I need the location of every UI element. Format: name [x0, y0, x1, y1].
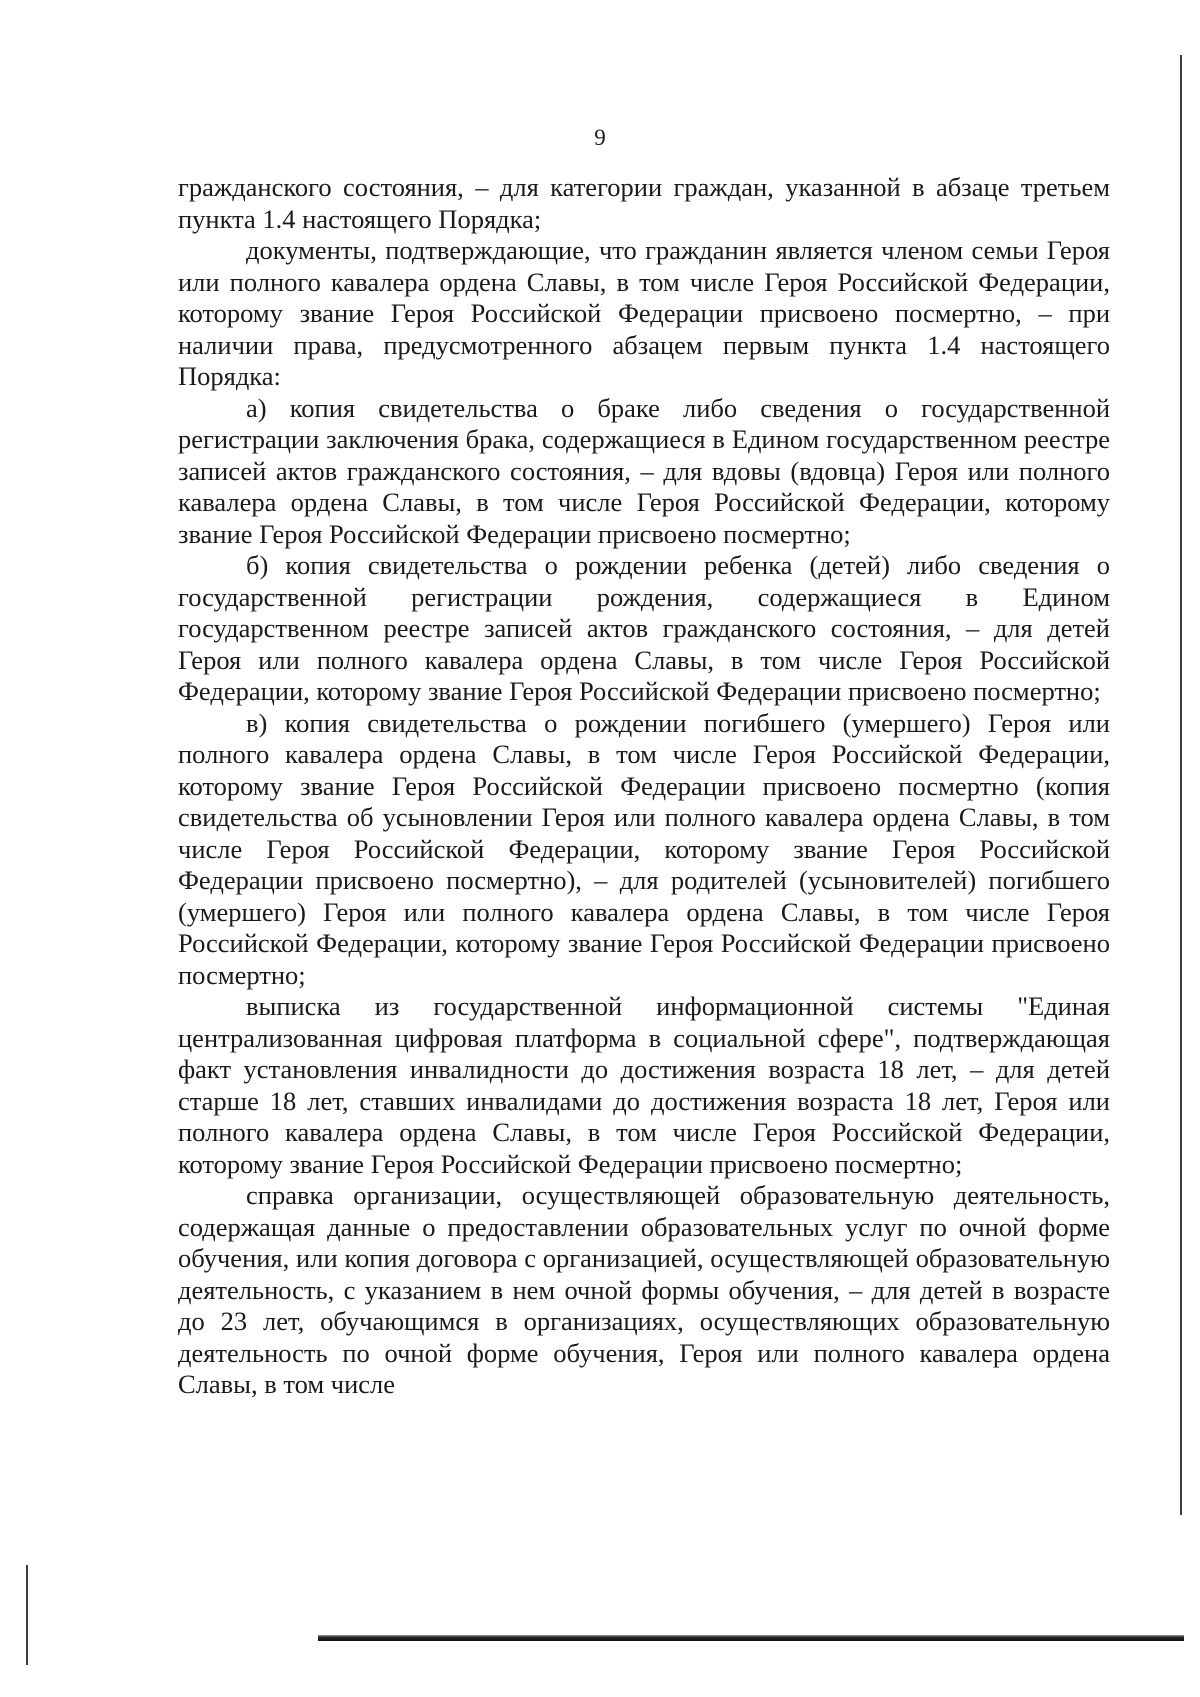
paragraph-continuation: гражданского состояния, – для категории граждан, указанной в абзаце третьем пункта 1.4 настоящего Порядка;: [178, 172, 1110, 234]
paragraph-item-b: б) копия свидетельства о рождении ребенка (детей) либо сведения о государственной регистрации рождения, содержащиеся в Едином государственном реестре записей актов гражданского состояния, – для детей Героя или полного кавалера ордена Славы, в том числе Героя Российской Федерации, которому звание Героя Российской Федерации присвоено посмертно;: [178, 550, 1110, 706]
scan-edge-left: [26, 1565, 28, 1665]
paragraph-family-documents: документы, подтверждающие, что гражданин является членом семьи Героя или полного кавалера ордена Славы, в том числе Героя Российской Федерации, которому звание Героя Российской Федерации присвоено посмертно, – при наличии права, предусмотренного абзацем первым пункта 1.4 настоящего Порядка:: [178, 235, 1110, 391]
paragraph-item-v: в) копия свидетельства о рождении погибшего (умершего) Героя или полного кавалера ордена Славы, в том числе Героя Российской Федерации, которому звание Героя Российской Федерации присвоено посмертно (копия свидетельства об усыновлении Героя или полного кавалера ордена Славы, в том числе Героя Российской Федерации, которому звание Героя Российской Федерации присвоено посмертно), – для родителей (усыновителей) погибшего (умершего) Героя или полного кавалера ордена Славы, в том числе Героя Российской Федерации, которому звание Героя Российской Федерации присвоено посмертно;: [178, 707, 1110, 990]
scan-edge-bottom: [318, 1635, 1184, 1641]
scan-edge-right: [1180, 55, 1182, 1515]
page-number: 9: [594, 125, 606, 150]
paragraph-disability-extract: выписка из государственной информационной системы "Единая централизованная цифровая платформа в социальной сфере", подтверждающая факт установления инвалидности до достижения возраста 18 лет, – для детей старше 18 лет, ставших инвалидами до достижения возраста 18 лет, Героя или полного кавалера ордена Славы, в том числе Героя Российской Федерации, которому звание Героя Российской Федерации присвоено посмертно;: [178, 991, 1110, 1179]
paragraph-item-a: а) копия свидетельства о браке либо сведения о государственной регистрации заключения брака, содержащиеся в Едином государственном реестре записей актов гражданского состояния, – для вдовы (вдовца) Героя или полного кавалера ордена Славы, в том числе Героя Российской Федерации, которому звание Героя Российской Федерации присвоено посмертно;: [178, 392, 1110, 549]
document-body: [178, 172, 1110, 1401]
paragraph-education-certificate: справка организации, осуществляющей образовательную деятельность, содержащая данные о предоставлении образовательных услуг по очной форме обучения, или копия договора с организацией, осуществляющей образовательную деятельность, с указанием в нем очной формы обучения, – для детей в возрасте до 23 лет, обучающимся в организациях, осуществляющих образовательную деятельность по очной форме обучения, Героя или полного кавалера ордена Славы, в том числе: [178, 1180, 1110, 1399]
